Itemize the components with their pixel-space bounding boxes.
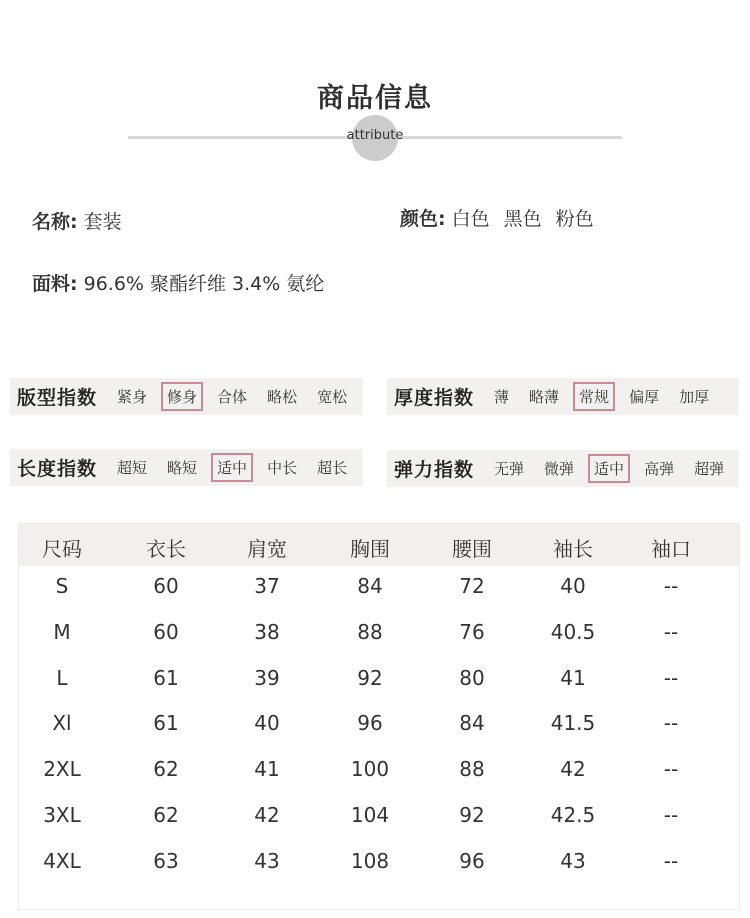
measure-cell: 96 [459, 848, 485, 873]
measure-cell: 42 [560, 757, 586, 782]
length-option: 中长 [267, 459, 298, 477]
elasticity-option: 超弹 [694, 460, 725, 478]
fit-option: 略松 [267, 388, 298, 406]
color-black: 黑色 [503, 208, 542, 230]
elasticity-option: 高弹 [644, 460, 675, 478]
elasticity-option-selected: 适中 [588, 454, 630, 483]
size-cell: Xl [52, 711, 72, 736]
header-cell: 尺码 [42, 537, 82, 561]
length-index [10, 449, 363, 486]
measure-cell: 84 [357, 574, 383, 598]
length-index-label: 长度指数 [17, 458, 98, 480]
measure-cell: 38 [254, 619, 280, 644]
size-table [18, 523, 740, 910]
measure-cell: 41 [254, 757, 280, 782]
measure-cell: 92 [459, 803, 485, 827]
size-cell: S [55, 574, 69, 598]
measure-cell: 42.5 [550, 803, 596, 827]
color-pink: 粉色 [555, 208, 594, 230]
attribute-label: attribute [346, 128, 404, 143]
measure-cell: 62 [153, 757, 179, 782]
measure-cell: 41 [560, 665, 586, 690]
measure-cell: 84 [459, 711, 485, 736]
product-fabric [32, 269, 324, 296]
thickness-index [387, 378, 739, 415]
measure-cell: 63 [153, 848, 179, 873]
thickness-option: 加厚 [679, 388, 710, 406]
name-value: 套装 [83, 211, 122, 233]
fit-option-selected: 修身 [161, 382, 203, 411]
measure-cell: -- [663, 574, 679, 598]
size-table-header [19, 524, 739, 566]
measure-cell: 39 [254, 665, 280, 690]
measure-cell: 40 [560, 574, 586, 598]
section-title: 商品信息 [317, 83, 433, 114]
measure-cell: 42 [254, 803, 280, 827]
size-cell: L [56, 665, 68, 690]
header-cell: 衣长 [146, 537, 186, 561]
measure-cell: 108 [350, 848, 390, 873]
thickness-option: 偏厚 [629, 388, 660, 406]
length-option: 略短 [167, 459, 198, 477]
color-white: 白色 [451, 208, 490, 230]
measure-cell: 72 [459, 574, 485, 598]
measure-cell: 41.5 [550, 711, 596, 736]
product-name [32, 207, 122, 234]
measure-cell: -- [663, 665, 679, 690]
measure-cell: 61 [153, 665, 179, 690]
measure-cell: -- [663, 757, 679, 782]
measure-cell: 43 [560, 848, 586, 873]
measure-cell: 37 [254, 574, 280, 598]
product-colors [400, 204, 594, 231]
fit-option: 合体 [217, 388, 248, 406]
measure-cell: 88 [357, 619, 383, 644]
measure-cell: 61 [153, 711, 179, 736]
name-key: 名称: [32, 211, 78, 233]
fit-option: 紧身 [117, 388, 148, 406]
elasticity-index [387, 450, 739, 487]
measure-cell: 40.5 [550, 619, 596, 644]
header-cell: 袖长 [553, 537, 593, 561]
measure-cell: 60 [153, 619, 179, 644]
measure-cell: -- [663, 848, 679, 873]
measure-cell: -- [663, 803, 679, 827]
thickness-option: 薄 [494, 388, 510, 406]
measure-cell: 76 [459, 619, 485, 644]
length-option: 超长 [317, 459, 348, 477]
size-cell: 4XL [43, 848, 81, 873]
header-cell: 腰围 [452, 537, 492, 561]
measure-cell: 60 [153, 574, 179, 598]
elasticity-option: 无弹 [494, 460, 525, 478]
fabric-value: 96.6% 聚酯纤维 3.4% 氨纶 [83, 273, 325, 295]
size-cell: M [53, 619, 71, 644]
measure-cell: 80 [459, 665, 485, 690]
thickness-option-selected: 常规 [573, 382, 615, 411]
fabric-key: 面料: [32, 273, 78, 295]
elasticity-option: 微弹 [544, 460, 575, 478]
header-cell: 胸围 [350, 537, 390, 561]
measure-cell: 43 [254, 848, 280, 873]
length-option: 超短 [117, 459, 148, 477]
thickness-option: 略薄 [529, 388, 560, 406]
fit-index [10, 378, 363, 415]
measure-cell: 96 [357, 711, 383, 736]
measure-cell: -- [663, 619, 679, 644]
measure-cell: 92 [357, 665, 383, 690]
thickness-index-label: 厚度指数 [394, 387, 475, 409]
header-cell: 袖口 [651, 537, 691, 561]
header-cell: 肩宽 [247, 537, 287, 561]
elasticity-index-label: 弹力指数 [394, 459, 475, 481]
color-key: 颜色: [400, 208, 446, 230]
measure-cell: 104 [350, 803, 390, 827]
measure-cell: 40 [254, 711, 280, 736]
fit-option: 宽松 [317, 388, 348, 406]
measure-cell: 100 [350, 757, 390, 782]
size-cell: 3XL [43, 803, 81, 827]
measure-cell: -- [663, 711, 679, 736]
measure-cell: 62 [153, 803, 179, 827]
fit-index-label: 版型指数 [17, 387, 98, 409]
length-option-selected: 适中 [211, 453, 253, 482]
measure-cell: 88 [459, 757, 485, 782]
size-cell: 2XL [43, 757, 81, 782]
